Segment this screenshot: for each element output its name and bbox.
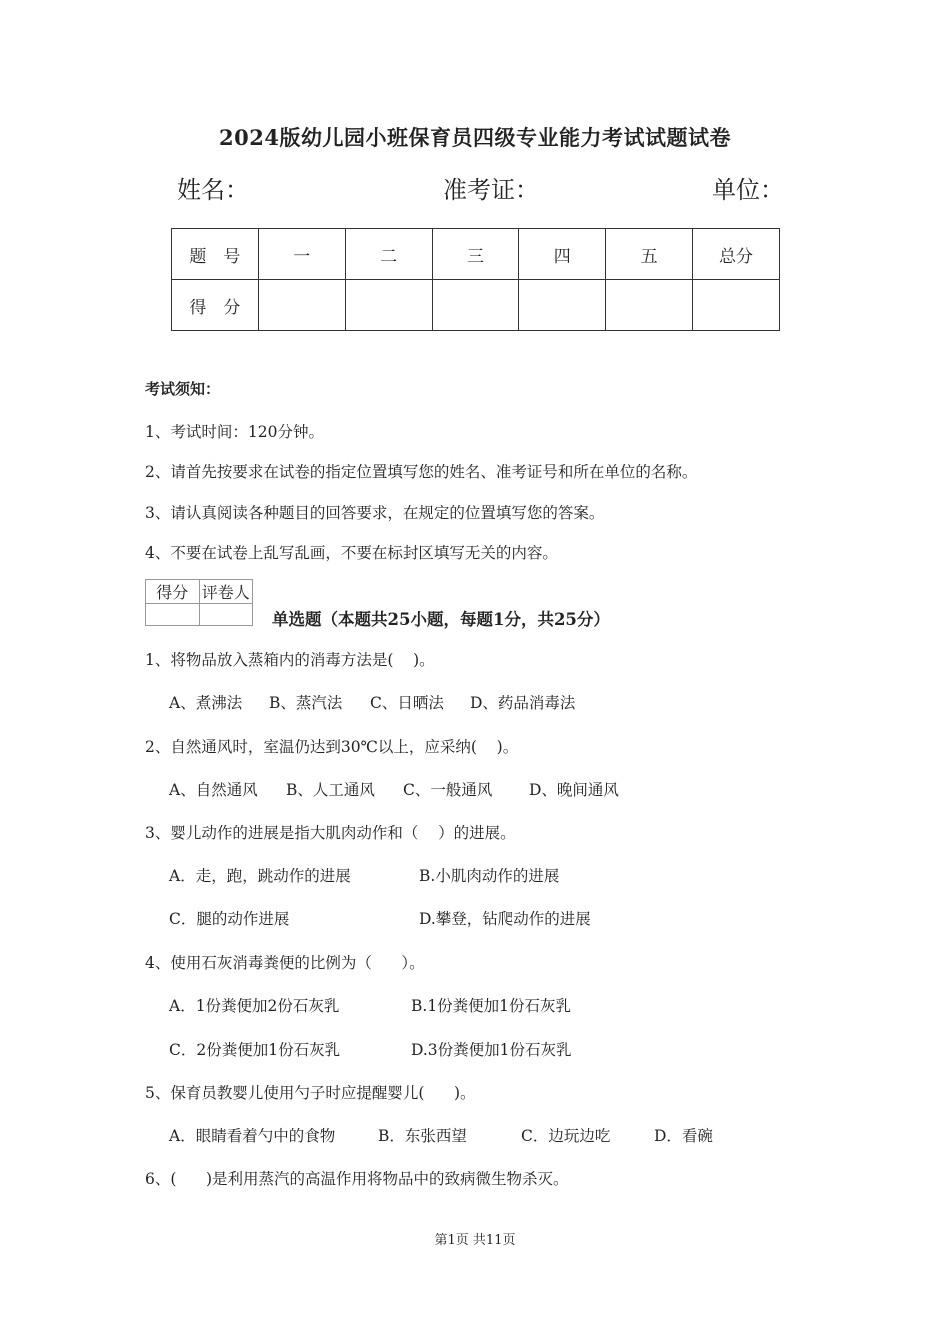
- question-stem: 3、婴儿动作的进展是指大肌肉动作和（ ）的进展。: [145, 824, 516, 842]
- score-input-cell[interactable]: [258, 280, 345, 331]
- notice-item: 3、请认真阅读各种题目的回答要求，在规定的位置填写您的答案。: [145, 504, 605, 522]
- score-table-header-row: [172, 229, 780, 280]
- question-option[interactable]: A、煮沸法: [169, 694, 243, 712]
- score-input-cell[interactable]: [345, 280, 432, 331]
- question-option[interactable]: B.1份粪便加1份石灰乳: [411, 997, 572, 1015]
- unit-label: 单位：: [712, 176, 784, 204]
- question-option[interactable]: A．1份粪便加2份石灰乳: [169, 997, 340, 1015]
- question-option[interactable]: B．东张西望: [378, 1127, 467, 1145]
- question-stem: 2、自然通风时，室温仍达到30℃以上，应采纳( )。: [145, 738, 519, 756]
- grader-score-cell[interactable]: [146, 604, 200, 626]
- score-header-cell: 总分: [693, 229, 780, 280]
- grader-box: [145, 579, 253, 626]
- question-stem: 4、使用石灰消毒粪便的比例为（ ）。: [145, 954, 425, 972]
- question-stem: 1、将物品放入蒸箱内的消毒方法是( )。: [145, 651, 435, 669]
- score-header-cell: 三: [432, 229, 519, 280]
- question-option[interactable]: D．看碗: [654, 1127, 713, 1145]
- score-header-cell: 五: [606, 229, 693, 280]
- question-stem: 5、保育员教婴儿使用勺子时应提醒婴儿( )。: [145, 1084, 476, 1102]
- notice-item: 2、请首先按要求在试卷的指定位置填写您的姓名、准考证号和所在单位的名称。: [145, 463, 698, 481]
- notice-heading: 考试须知：: [145, 380, 221, 398]
- question-option[interactable]: C、日晒法: [370, 694, 444, 712]
- question-option[interactable]: D、晚间通风: [529, 781, 619, 799]
- question-option[interactable]: C．边玩边吃: [521, 1127, 611, 1145]
- question-option[interactable]: B、人工通风: [286, 781, 375, 799]
- question-option[interactable]: C．2份粪便加1份石灰乳: [169, 1041, 341, 1059]
- section-title: 单选题（本题共25小题，每题1分，共25分）: [272, 610, 610, 629]
- grader-name-cell[interactable]: [199, 604, 253, 626]
- score-row-label: 得 分: [172, 280, 259, 331]
- question-option[interactable]: B.小肌肉动作的进展: [419, 867, 560, 885]
- question-option[interactable]: D.攀登，钻爬动作的进展: [419, 910, 591, 928]
- score-header-cell: 一: [258, 229, 345, 280]
- grader-score-label: 得分: [146, 580, 200, 604]
- question-option[interactable]: A．走，跑，跳动作的进展: [169, 867, 351, 885]
- page-title: 2024版幼儿园小班保育员四级专业能力考试试题试卷: [219, 125, 731, 150]
- score-input-cell[interactable]: [519, 280, 606, 331]
- question-stem: 6、( )是利用蒸汽的高温作用将物品中的致病微生物杀灭。: [145, 1170, 569, 1188]
- question-option[interactable]: A．眼睛看着勺中的食物: [169, 1127, 336, 1145]
- question-option[interactable]: C、一般通风: [403, 781, 493, 799]
- name-label: 姓名：: [177, 176, 249, 204]
- score-table-score-row: [172, 280, 780, 331]
- score-input-cell[interactable]: [432, 280, 519, 331]
- question-option[interactable]: A、自然通风: [169, 781, 258, 799]
- score-header-cell: 题 号: [172, 229, 259, 280]
- page-footer: 第1页 共11页: [434, 1233, 516, 1248]
- grader-name-label: 评卷人: [199, 580, 253, 604]
- question-option[interactable]: D.3份粪便加1份石灰乳: [411, 1041, 572, 1059]
- notice-item: 1、考试时间：120分钟。: [145, 423, 324, 441]
- score-header-cell: 四: [519, 229, 606, 280]
- ticket-number-label: 准考证：: [443, 176, 539, 204]
- question-option[interactable]: C．腿的动作进展: [169, 910, 290, 928]
- score-input-cell[interactable]: [693, 280, 780, 331]
- score-header-cell: 二: [345, 229, 432, 280]
- question-option[interactable]: B、蒸汽法: [269, 694, 343, 712]
- score-table: [171, 228, 780, 331]
- score-input-cell[interactable]: [606, 280, 693, 331]
- question-option[interactable]: D、药品消毒法: [470, 694, 576, 712]
- notice-item: 4、不要在试卷上乱写乱画，不要在标封区填写无关的内容。: [145, 544, 558, 562]
